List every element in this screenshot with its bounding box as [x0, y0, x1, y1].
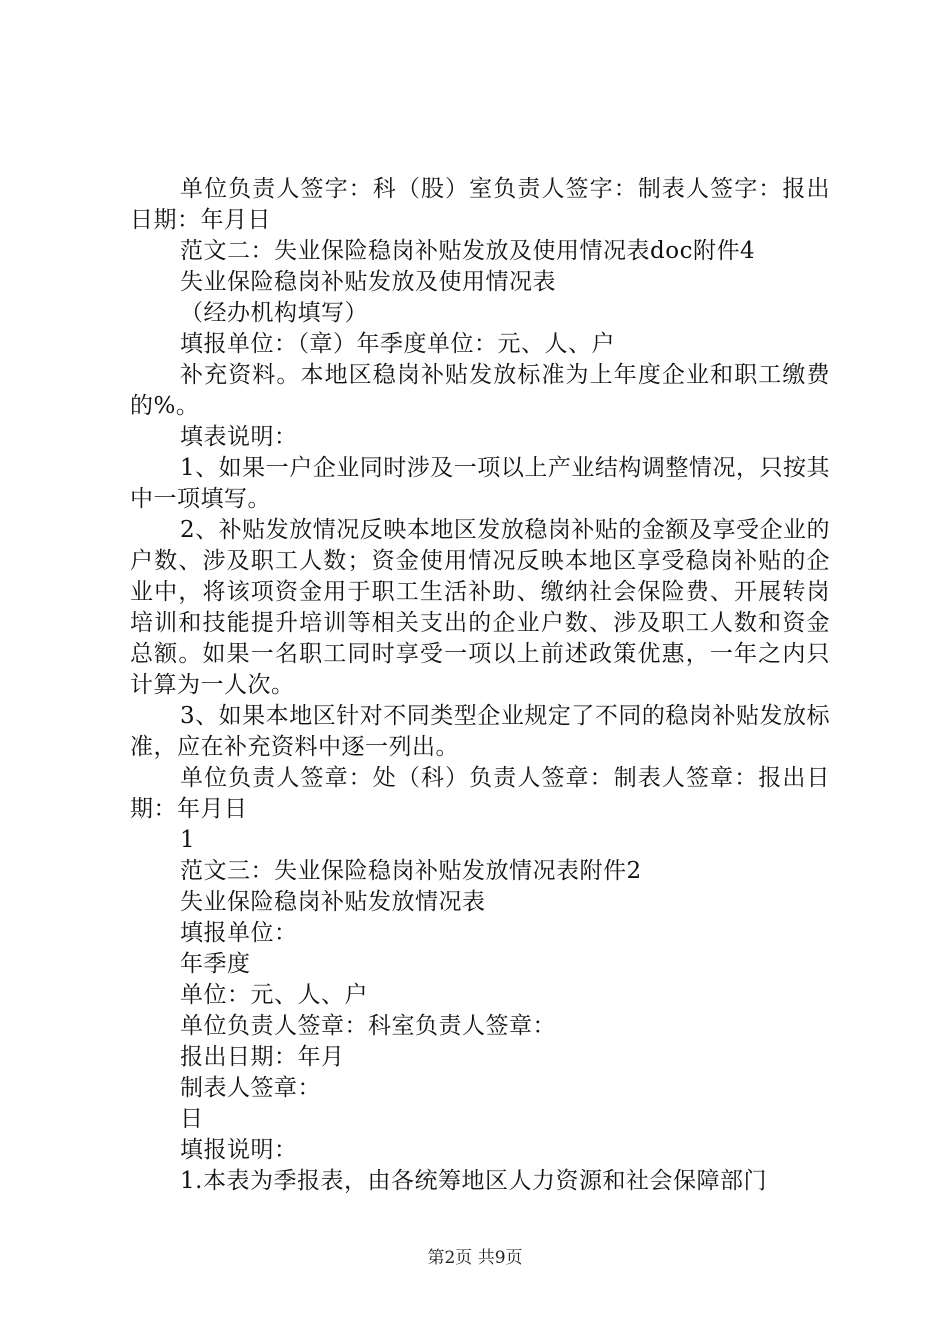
page-footer: 第2页 共9页 — [427, 1248, 523, 1268]
report-instruction-1: 1.本表为季报表，由各统筹地区人力资源和社会保障部门 — [180, 1168, 767, 1194]
preparer-signature-label: 制表人签章： — [180, 1075, 321, 1101]
report-instructions-heading: 填报说明： — [180, 1137, 298, 1163]
day-label: 日 — [180, 1106, 204, 1132]
document-body — [130, 174, 830, 1197]
signature-line-1: 单位负责人签字：科（股）室负责人签字：制表人签字：报出日期：年月日 — [130, 176, 830, 233]
supplement-note: 补充资料。本地区稳岗补贴发放标准为上年度企业和职工缴费的%。 — [130, 362, 830, 419]
report-date-label: 报出日期：年月 — [180, 1044, 345, 1070]
signature-line-3: 单位负责人签章：科室负责人签章： — [180, 1013, 556, 1039]
instructions-heading: 填表说明： — [180, 424, 298, 450]
section-heading-3: 范文三：失业保险稳岗补贴发放情况表附件2 — [180, 858, 642, 884]
form-subtitle-2: （经办机构填写） — [180, 300, 368, 326]
unit-label: 单位：元、人、户 — [180, 982, 368, 1008]
year-quarter-label: 年季度 — [180, 951, 251, 977]
page-number-inline: 1 — [180, 827, 196, 853]
instruction-3: 3、如果本地区针对不同类型企业规定了不同的稳岗补贴发放标准，应在补充资料中逐一列出。 — [130, 703, 830, 760]
instruction-1: 1、如果一户企业同时涉及一项以上产业结构调整情况，只按其中一项填写。 — [130, 455, 830, 512]
section-heading-2: 范文二：失业保险稳岗补贴发放及使用情况表doc附件4 — [180, 238, 756, 264]
fill-unit-line: 填报单位：（章）年季度单位：元、人、户 — [180, 331, 615, 357]
instruction-2: 2、补贴发放情况反映本地区发放稳岗补贴的金额及享受企业的户数、涉及职工人数；资金使用情况反映本地区享受稳岗补贴的企业中，将该项资金用于职工生活补助、缴纳社会保险费、开展转岗培训和技能提升培训等相关支出的企业户数、涉及职工人数和资金总额。如果一名职工同时享受一项以上前述政策优惠，一年之内只计算为一人次。 — [130, 517, 830, 698]
signature-line-2: 单位负责人签章：处（科）负责人签章：制表人签章：报出日期：年月日 — [130, 765, 830, 822]
form-title-3: 失业保险稳岗补贴发放情况表 — [180, 889, 486, 915]
fill-unit-label: 填报单位： — [180, 920, 298, 946]
form-title-2: 失业保险稳岗补贴发放及使用情况表 — [180, 269, 556, 295]
